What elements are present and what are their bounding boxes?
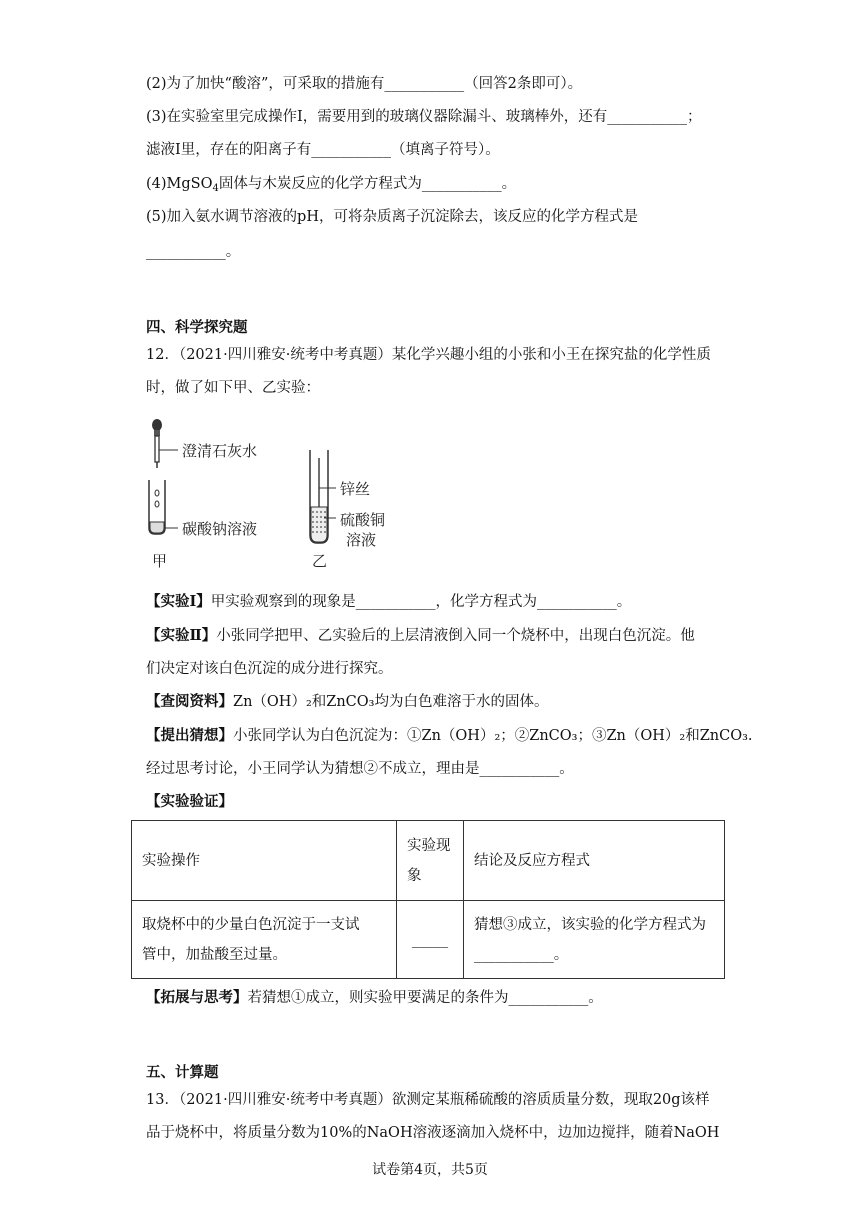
page-footer: 试卷第4页，共5页: [372, 1162, 488, 1178]
extension-tag: 【拓展与思考】: [146, 989, 248, 1006]
lookup-text: Zn（OH）₂和ZnCO₃均为白色难溶于水的固体。: [233, 694, 549, 710]
question-4-text: 固体与木炭反应的化学方程式为___________。: [218, 176, 517, 192]
label-solution: 溶液: [346, 531, 377, 549]
label-yi: 乙: [312, 552, 328, 570]
experiment-2-tag: 【实验Ⅱ】: [146, 627, 217, 644]
cell-operation-b: 管中，加盐酸至过量。: [142, 946, 287, 963]
question-2: (2)为了加快“酸溶”，可采取的措施有___________（回答2条即可）。: [146, 76, 583, 92]
label-copper-sulfate: 硫酸铜: [340, 511, 386, 529]
label-zinc-wire: 锌丝: [340, 480, 371, 498]
hypothesis-tag: 【提出猜想】: [146, 727, 233, 744]
question-13-part-b: 品于烧杯中，将质量分数为10%的NaOH溶液逐滴加入烧杯中，边加边搅拌，随着NaOH: [146, 1125, 720, 1141]
label-jia: 甲: [152, 552, 168, 570]
experiment-figure: [140, 410, 400, 580]
hypothesis-text-a: 小张同学认为白色沉淀为：①Zn（OH）₂；②ZnCO₃；③Zn（OH）₂和ZnCO₃.: [233, 728, 753, 744]
question-12-part-b: 时，做了如下甲、乙实验：: [146, 380, 320, 396]
dropper-neck: [154, 430, 160, 436]
question-4-subscript: 4: [212, 183, 219, 194]
question-3-part-b: 滤液I里，存在的阳离子有___________（填离子符号）。: [146, 142, 500, 158]
experiment-1-tag: 【实验Ⅰ】: [146, 593, 211, 610]
label-lime-water: 澄清石灰水: [182, 442, 258, 460]
experiment-2-part-b: 们决定对该白色沉淀的成分进行探究。: [146, 661, 393, 677]
experiment-2-text-a: 小张同学把甲、乙实验后的上层清液倒入同一个烧杯中，出现白色沉淀。他: [216, 628, 695, 644]
experiment-1-text: 甲实验观察到的现象是___________，化学方程式为___________。: [210, 594, 632, 610]
cell-conclusion-b: ___________。: [474, 946, 569, 963]
table-row: [132, 901, 725, 979]
question-5-part-a: (5)加入氨水调节溶液的pH，可将杂质离子沉淀除去，该反应的化学方程式是: [146, 209, 638, 225]
question-4-prefix: (4)MgSO: [146, 176, 213, 192]
question-4: [146, 174, 516, 199]
header-operation: 实验操作: [132, 821, 397, 901]
question-5-part-b: ___________。: [146, 244, 241, 260]
header-phenomenon: [397, 821, 464, 901]
experiment-1: [146, 592, 631, 612]
drop-2: [155, 501, 159, 507]
cell-conclusion: [464, 901, 725, 979]
experiment-2-part-a: [146, 626, 695, 646]
cell-conclusion-a: 猜想③成立，该实验的化学方程式为: [474, 916, 706, 933]
cell-operation: [132, 901, 397, 979]
verification-table: [131, 820, 725, 979]
hypothesis-part-a: [146, 726, 753, 746]
cell-phenomenon: _____: [397, 901, 464, 979]
section-4-title: 四、科学探究题: [146, 319, 248, 336]
header-phenomenon-b: 象: [407, 867, 422, 884]
lookup-info: [146, 692, 548, 712]
question-13-part-a: 13．（2021·四川雅安·统考中考真题）欲测定某瓶稀硫酸的溶质质量分数，现取20g该样: [146, 1092, 710, 1108]
drop-1: [155, 490, 159, 496]
cell-operation-a: 取烧杯中的少量白色沉淀于一支试: [142, 916, 360, 933]
question-12-part-a: 12．（2021·四川雅安·统考中考真题）某化学兴趣小组的小张和小王在探究盐的化学性质: [146, 347, 711, 363]
hypothesis-part-b: 经过思考讨论，小王同学认为猜想②不成立，理由是___________。: [146, 761, 574, 777]
dropper-bulb: [152, 419, 162, 431]
table-header-row: [132, 821, 725, 901]
sodium-solution: [150, 522, 164, 533]
verify-tag: 【实验验证】: [146, 793, 233, 810]
header-phenomenon-a: 实验现: [407, 837, 451, 854]
header-conclusion: 结论及反应方程式: [464, 821, 725, 901]
dropper-tube: [155, 436, 159, 462]
lookup-tag: 【查阅资料】: [146, 693, 233, 710]
extension: [146, 988, 603, 1008]
section-5-title: 五、计算题: [146, 1064, 219, 1081]
extension-text: 若猜想①成立，则实验甲要满足的条件为___________。: [247, 990, 603, 1006]
label-sodium-carbonate: 碳酸钠溶液: [182, 520, 258, 538]
question-3-part-a: (3)在实验室里完成操作I，需要用到的玻璃仪器除漏斗、玻璃棒外，还有___________；: [146, 109, 702, 125]
